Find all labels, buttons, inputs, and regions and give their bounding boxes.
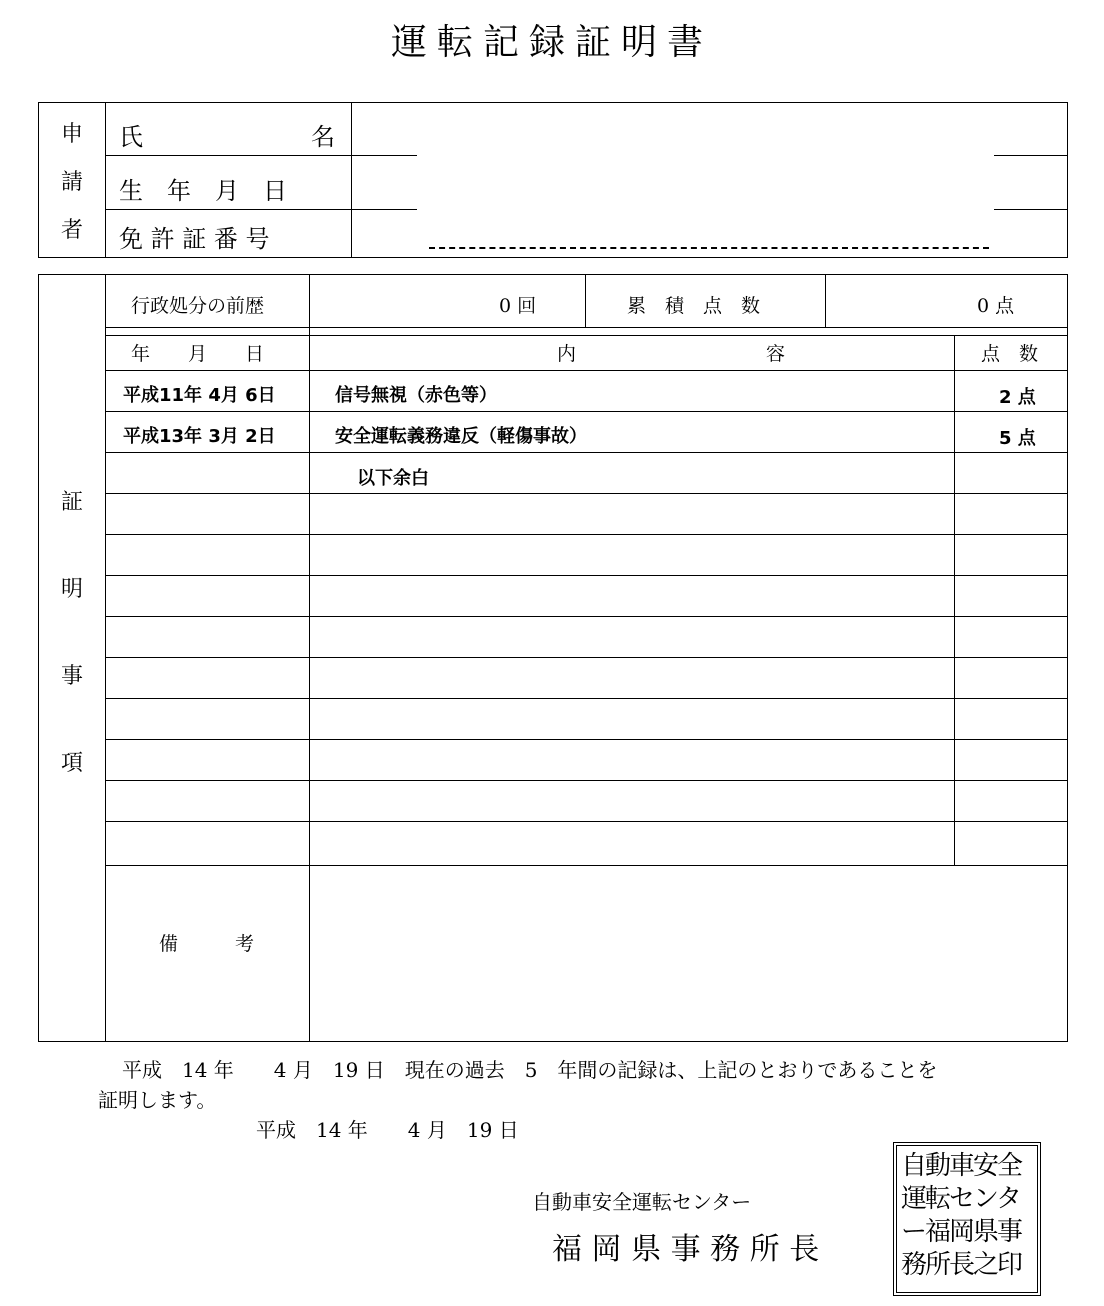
divider: [105, 103, 106, 257]
certification-side-label: 項: [60, 751, 83, 776]
record-points: 2 点: [999, 387, 1036, 408]
divider: [954, 335, 955, 865]
license-number-field: [429, 247, 989, 249]
divider: [105, 209, 417, 210]
divider: [351, 103, 352, 257]
divider: [105, 493, 1067, 494]
divider: [105, 155, 417, 156]
birthdate-label: 生 年 月 日: [119, 177, 287, 205]
divider: [105, 534, 1067, 535]
issuer-office: 福 岡 県 事 務 所 長: [552, 1232, 820, 1267]
license-number-label: 免 許 証 番 号: [119, 225, 270, 253]
record-date: 平成11年 4月 6日: [123, 385, 276, 406]
document-title: 運転記録証明書: [390, 22, 713, 63]
divider: [105, 821, 1067, 822]
record-content: 安全運転義務違反（軽傷事故）: [335, 426, 587, 447]
divider: [105, 452, 1067, 453]
record-content: 以下余白: [357, 468, 429, 489]
name-label: 氏 名: [119, 123, 335, 151]
divider: [105, 575, 1067, 576]
divider: [105, 411, 1067, 412]
remarks-label: 備 考: [159, 933, 255, 955]
divider: [105, 370, 1067, 371]
divider: [105, 698, 1067, 699]
divider: [105, 275, 106, 1041]
prior-disposition-value: 0 回: [499, 295, 537, 317]
date-column-header: 年 月 日: [131, 343, 265, 365]
record-content: 信号無視（赤色等）: [335, 385, 497, 406]
applicant-side-label: 者: [60, 218, 83, 243]
divider: [309, 275, 310, 1041]
certification-statement: 平成 14 年 4 月 19 日 現在の過去 5 年間の記録は、上記のとおりであることを: [122, 1058, 938, 1082]
divider: [105, 327, 1067, 328]
prior-disposition-label: 行政処分の前歴: [131, 295, 265, 317]
points-column-header: 点 数: [981, 343, 1039, 365]
divider: [825, 275, 826, 327]
divider: [105, 780, 1067, 781]
divider: [994, 209, 1067, 210]
divider: [105, 865, 1067, 866]
issue-date: 平成 14 年 4 月 19 日: [256, 1118, 519, 1142]
divider: [585, 275, 586, 327]
content-column-header: 内 容: [557, 343, 786, 365]
certification-side-label: 明: [60, 577, 83, 602]
certification-side-label: 証: [60, 490, 83, 515]
accumulated-points-label: 累 積 点 数: [627, 295, 761, 317]
accumulated-points-value: 0 点: [977, 295, 1015, 317]
divider: [105, 657, 1067, 658]
certification-statement-cont: 証明します。: [98, 1088, 217, 1112]
certification-section: [38, 274, 1068, 1042]
seal-text: 自動車安全運転センター福岡県事務所長之印: [901, 1151, 1022, 1280]
certification-side-label: 事: [60, 664, 83, 689]
official-seal: [893, 1142, 1041, 1296]
record-points: 5 点: [999, 428, 1036, 449]
divider: [105, 616, 1067, 617]
divider: [105, 335, 1067, 336]
applicant-section: [38, 102, 1068, 258]
applicant-side-label: 申: [60, 122, 83, 147]
record-date: 平成13年 3月 2日: [123, 426, 276, 447]
divider: [994, 155, 1067, 156]
issuer-organization: 自動車安全運転センター: [532, 1190, 752, 1214]
divider: [105, 739, 1067, 740]
applicant-side-label: 請: [60, 170, 83, 195]
